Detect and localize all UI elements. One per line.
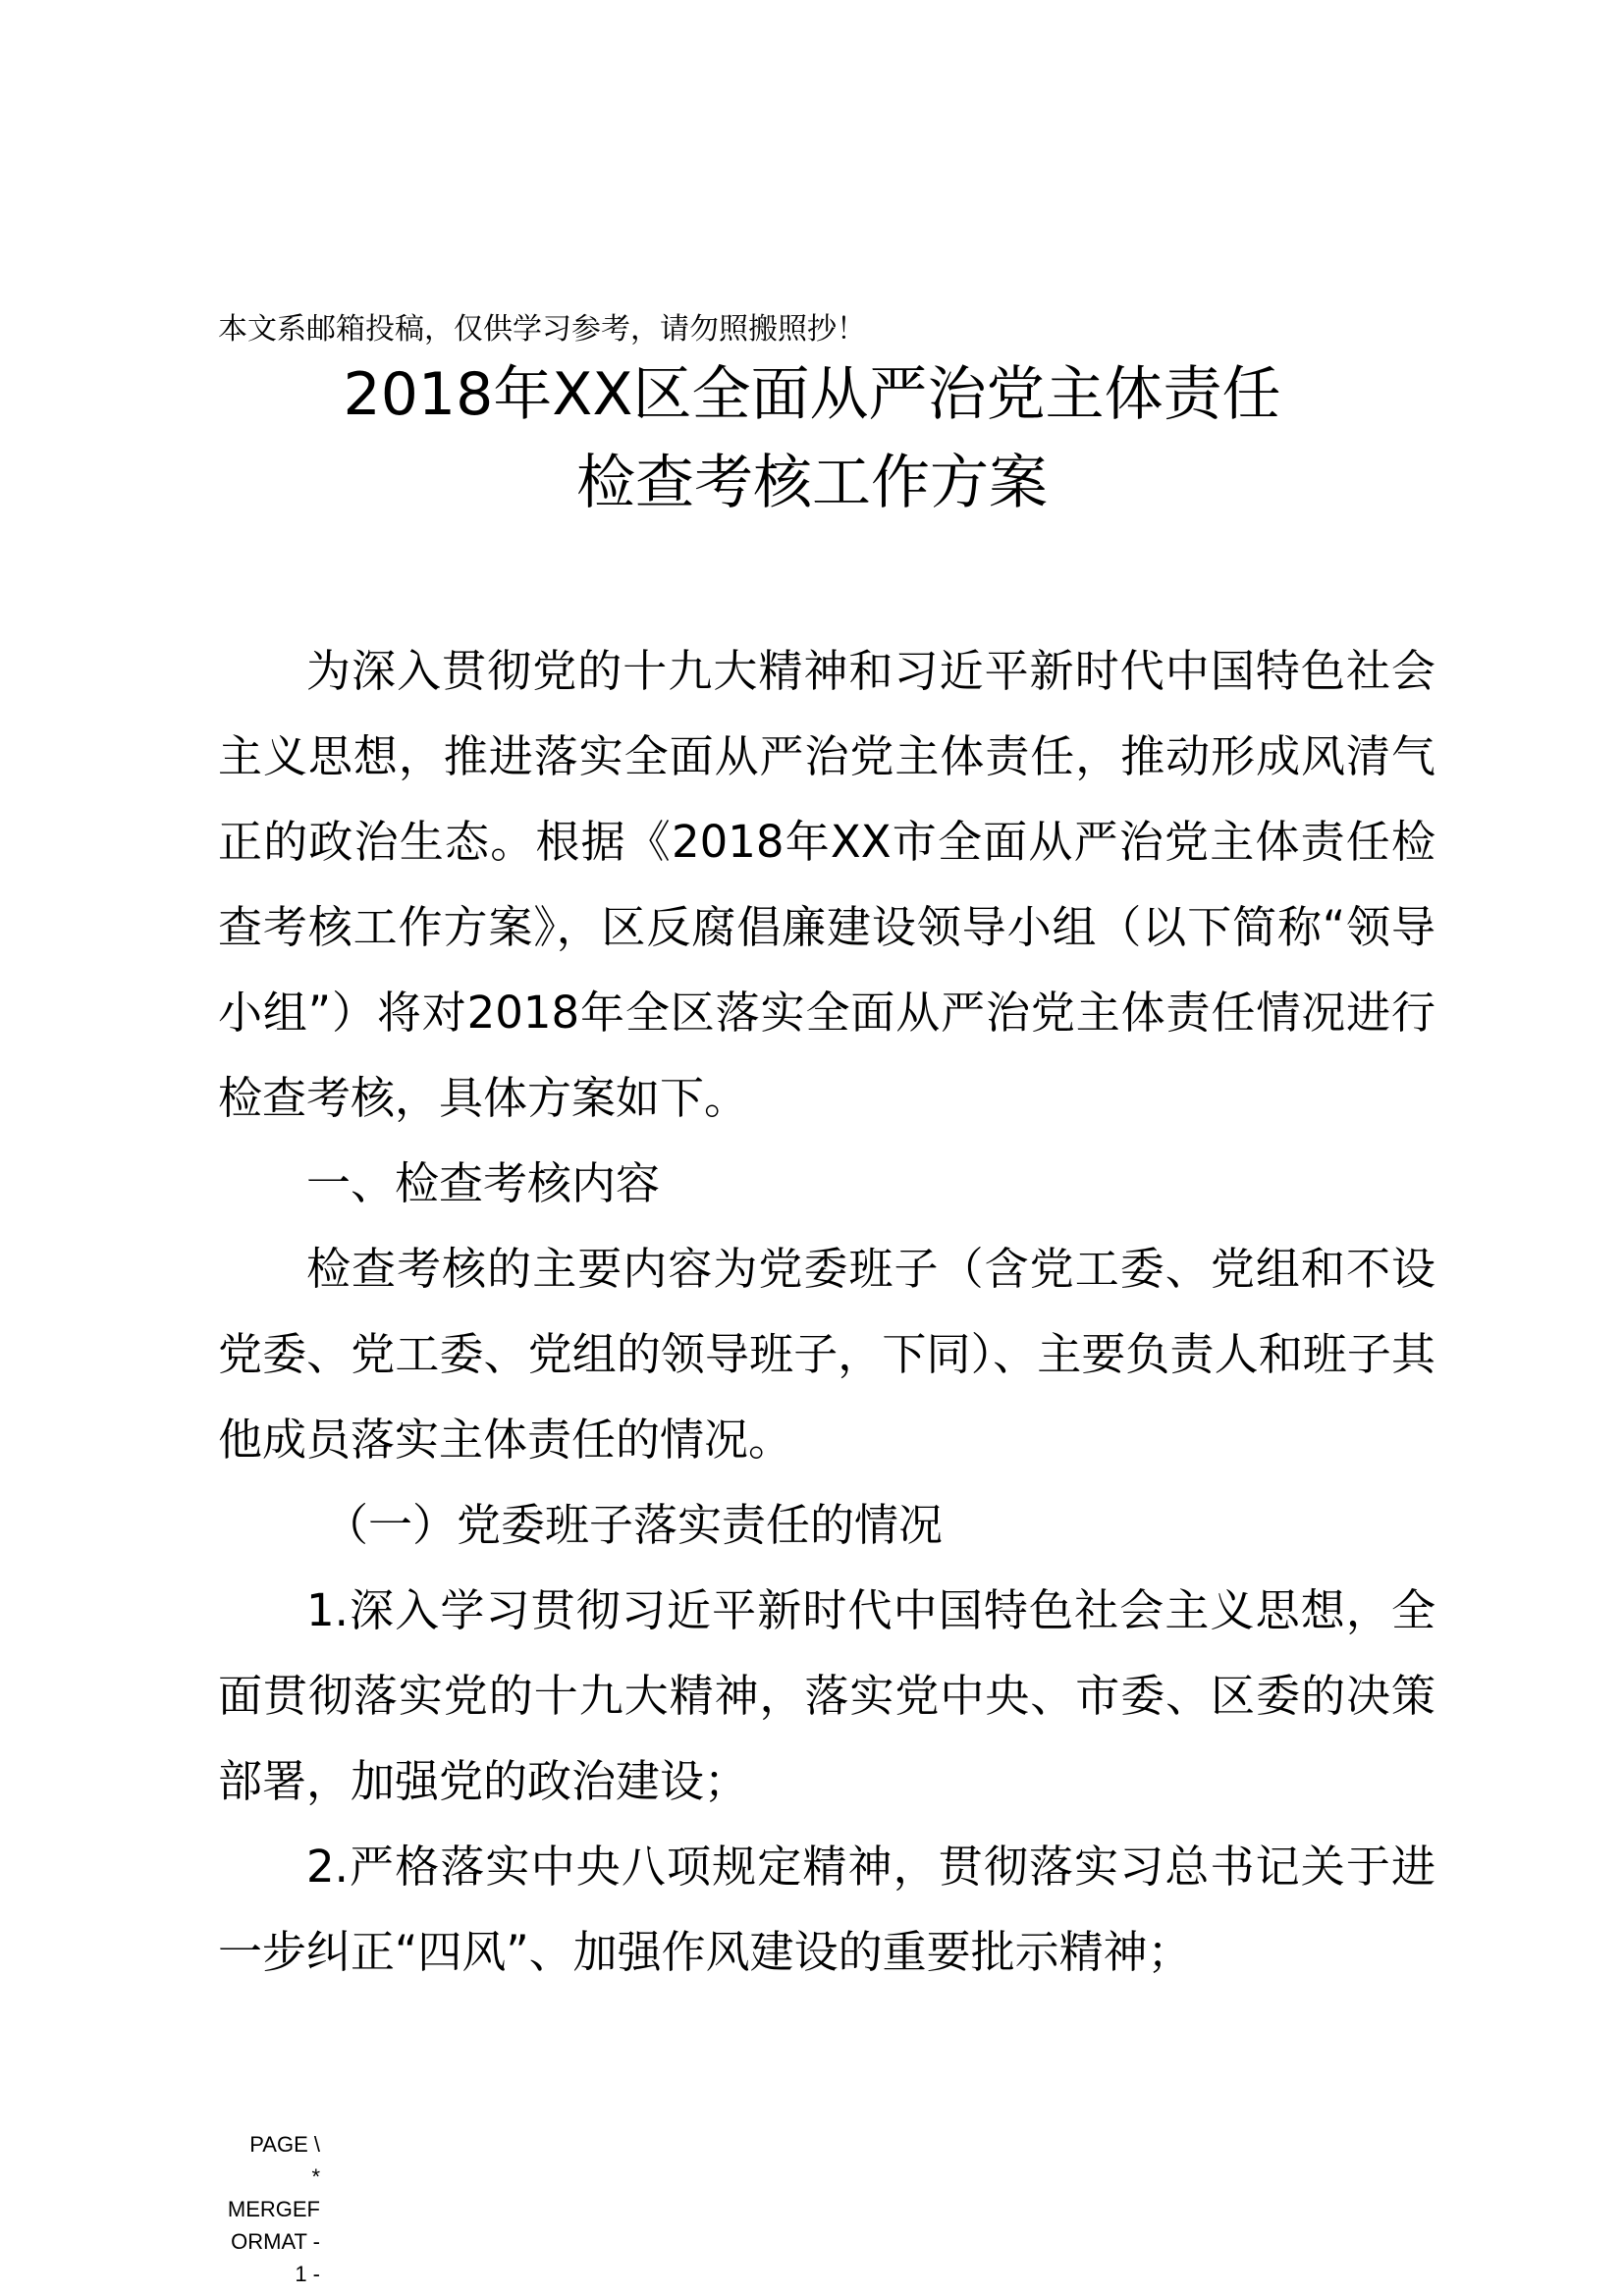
page-number-field [218,2128,320,2290]
document-title-line-1: 2018年XX区全面从严治党主体责任 [343,360,1281,429]
document-title-line-2: 检查考核工作方案 [576,449,1048,517]
section-heading-1: 一、检查考核内容 [306,1157,661,1209]
document-body [218,628,1435,1995]
list-item-2: 2.严格落实中央八项规定精神，贯彻落实习总书记关于进一步纠正“四风”、加强作风建设的重要批示精神； [218,1841,1435,1978]
footer-line: ORMAT - [231,2229,320,2254]
subsection-heading-1: （一）党委班子落实责任的情况 [324,1499,944,1551]
section-1-paragraph: 检查考核的主要内容为党委班子（含党工委、党组和不设党委、党工委、党组的领导班子，下同）、主要负责人和班子其他成员落实主体责任的情况。 [218,1243,1435,1466]
footer-line: 1 - [295,2262,320,2286]
footer-line: MERGEF [227,2197,320,2221]
list-item-1: 1.深入学习贯彻习近平新时代中国特色社会主义思想，全面贯彻落实党的十九大精神，落实党中央、市委、区委的决策部署，加强党的政治建设； [218,1584,1435,1807]
footer-line: PAGE \ [249,2132,320,2157]
footer-line: * [311,2164,320,2189]
intro-paragraph: 为深入贯彻党的十九大精神和习近平新时代中国特色社会主义思想，推进落实全面从严治党主体责任，推动形成风清气正的政治生态。根据《2018年XX市全面从严治党主体责任检查考核工作方案》，区反腐倡廉建设领导小组（以下简称“领导小组”）将对2018年全区落实全面从严治党主体责任情况进行检查考核，具体方案如下。 [218,645,1435,1124]
disclaimer-notice: 本文系邮箱投稿，仅供学习参考，请勿照搬照抄！ [218,312,866,347]
